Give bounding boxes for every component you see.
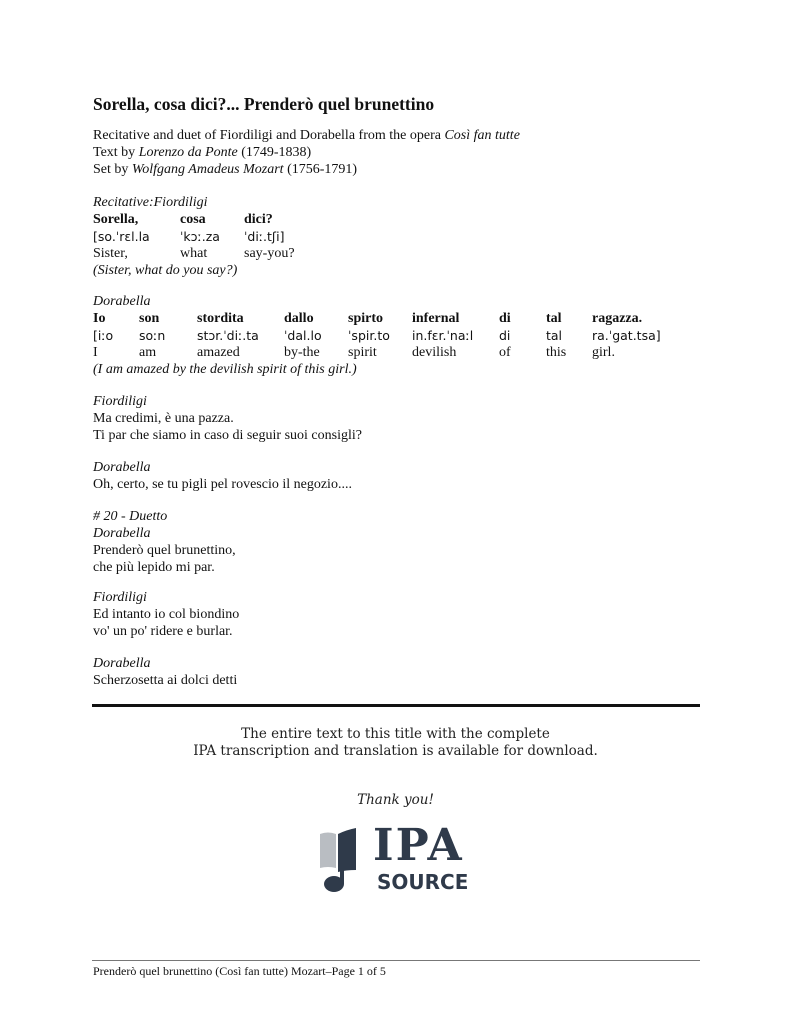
section-duet-dorabella xyxy=(93,508,236,576)
gloss-word: say-you? xyxy=(244,246,295,261)
speaker-label: Recitative:Fiordiligi xyxy=(93,195,208,210)
gloss-word: Sister, xyxy=(93,246,128,261)
section-divider xyxy=(92,704,700,707)
ipa-row xyxy=(93,327,693,344)
gloss-word: by-the xyxy=(284,345,320,360)
section-duet-fiordiligi xyxy=(93,589,239,640)
ipa-word: soːn xyxy=(139,328,166,343)
gloss-row xyxy=(93,344,693,361)
gloss-word: I xyxy=(93,345,98,360)
number-label: # 20 - Duetto xyxy=(93,509,168,524)
ipa-word: ˈdal.lo xyxy=(284,328,322,343)
text-line: Scherzosetta ai dolci detti xyxy=(93,673,238,688)
word: Io xyxy=(93,311,106,326)
text-line: Ti par che siamo in caso di seguir suoi consigli? xyxy=(93,428,362,443)
translation-line: (I am amazed by the devilish spirit of this girl.) xyxy=(93,362,357,377)
text-line: vo' un po' ridere e burlar. xyxy=(93,624,233,639)
ipa-row xyxy=(93,228,693,245)
word: di xyxy=(499,311,511,326)
gloss-word: girl. xyxy=(592,345,615,360)
ipa-word: tal xyxy=(546,328,563,343)
gloss-word: of xyxy=(499,345,511,360)
ipa-word: ra.ˈgat.tsa] xyxy=(592,328,661,343)
opera-name: Così fan tutte xyxy=(444,128,520,143)
gloss-word: spirit xyxy=(348,345,377,360)
ipa-word: ˈdiː.tʃi] xyxy=(244,229,285,244)
speaker-label: Dorabella xyxy=(93,460,151,475)
speaker-label: Dorabella xyxy=(93,526,151,541)
text-line: che più lepido mi par. xyxy=(93,560,215,575)
footer-rule xyxy=(92,960,700,961)
speaker-label: Dorabella xyxy=(93,656,151,671)
section-fiordiligi-1 xyxy=(93,393,362,444)
word: dallo xyxy=(284,311,314,326)
ipa-word: [so.ˈrɛl.la xyxy=(93,229,150,244)
page-title: Sorella, cosa dici?... Prenderò quel brunettino xyxy=(93,94,435,114)
word: spirto xyxy=(348,311,383,326)
speaker-label: Fiordiligi xyxy=(93,590,147,605)
word: cosa xyxy=(180,212,206,227)
word: Sorella, xyxy=(93,212,139,227)
word: infernal xyxy=(412,311,460,326)
ipa-word: [iːo xyxy=(93,328,114,343)
section-dorabella-2 xyxy=(93,459,352,493)
word-row xyxy=(93,211,693,228)
speaker-label: Dorabella xyxy=(93,294,151,309)
word-row xyxy=(93,310,693,327)
intro-line-opera: Recitative and duet of Fiordiligi and Dorabella from the opera Così fan tutte xyxy=(93,128,520,143)
gloss-row xyxy=(93,245,693,262)
logo-main-text: IPA xyxy=(373,820,464,871)
section-recitative-fiordiligi xyxy=(93,194,693,279)
librettist-name: Lorenzo da Ponte xyxy=(138,145,238,160)
gloss-word: amazed xyxy=(197,345,240,360)
gloss-word: am xyxy=(139,345,157,360)
gloss-word: devilish xyxy=(412,345,457,360)
promo-line-2: IPA transcription and translation is available for download. xyxy=(193,743,598,759)
section-duet-dorabella-2 xyxy=(93,655,237,689)
thanks-text: Thank you! xyxy=(357,792,434,808)
ipa-word: in.fɛr.ˈnaːl xyxy=(412,328,474,343)
gloss-word: this xyxy=(546,345,567,360)
speaker-label: Fiordiligi xyxy=(93,394,147,409)
intro-block xyxy=(93,127,520,178)
word: stordita xyxy=(197,311,244,326)
text-line: Ed intanto io col biondino xyxy=(93,607,240,622)
ipa-word: di xyxy=(499,328,511,343)
text-line: Ma credimi, è una pazza. xyxy=(93,411,234,426)
ipa-word: ˈkɔː.za xyxy=(180,229,220,244)
ipa-word: stɔr.ˈdiː.ta xyxy=(197,328,259,343)
gloss-word: what xyxy=(180,246,208,261)
word: dici? xyxy=(244,212,273,227)
composer-name: Wolfgang Amadeus Mozart xyxy=(131,162,284,177)
ipa-word: ˈspir.to xyxy=(348,328,390,343)
intro-line-librettist: Text by Lorenzo da Ponte (1749-1838) xyxy=(93,145,312,160)
word: tal xyxy=(546,311,562,326)
section-dorabella-1 xyxy=(93,293,693,378)
promo-line-1: The entire text to this title with the complete xyxy=(241,726,550,742)
text-line: Oh, certo, se tu pigli pel rovescio il negozio.... xyxy=(93,477,352,492)
text-line: Prenderò quel brunettino, xyxy=(93,543,236,558)
logo-sub-text: SOURCE xyxy=(377,870,469,894)
page-footer: Prenderò quel brunettino (Così fan tutte) Mozart–Page 1 of 5 xyxy=(93,964,386,978)
word: ragazza. xyxy=(592,311,643,326)
intro-line-composer: Set by Wolfgang Amadeus Mozart (1756-1791) xyxy=(93,162,358,177)
word: son xyxy=(139,311,160,326)
ipa-source-logo xyxy=(318,820,478,896)
translation-line: (Sister, what do you say?) xyxy=(93,263,238,278)
